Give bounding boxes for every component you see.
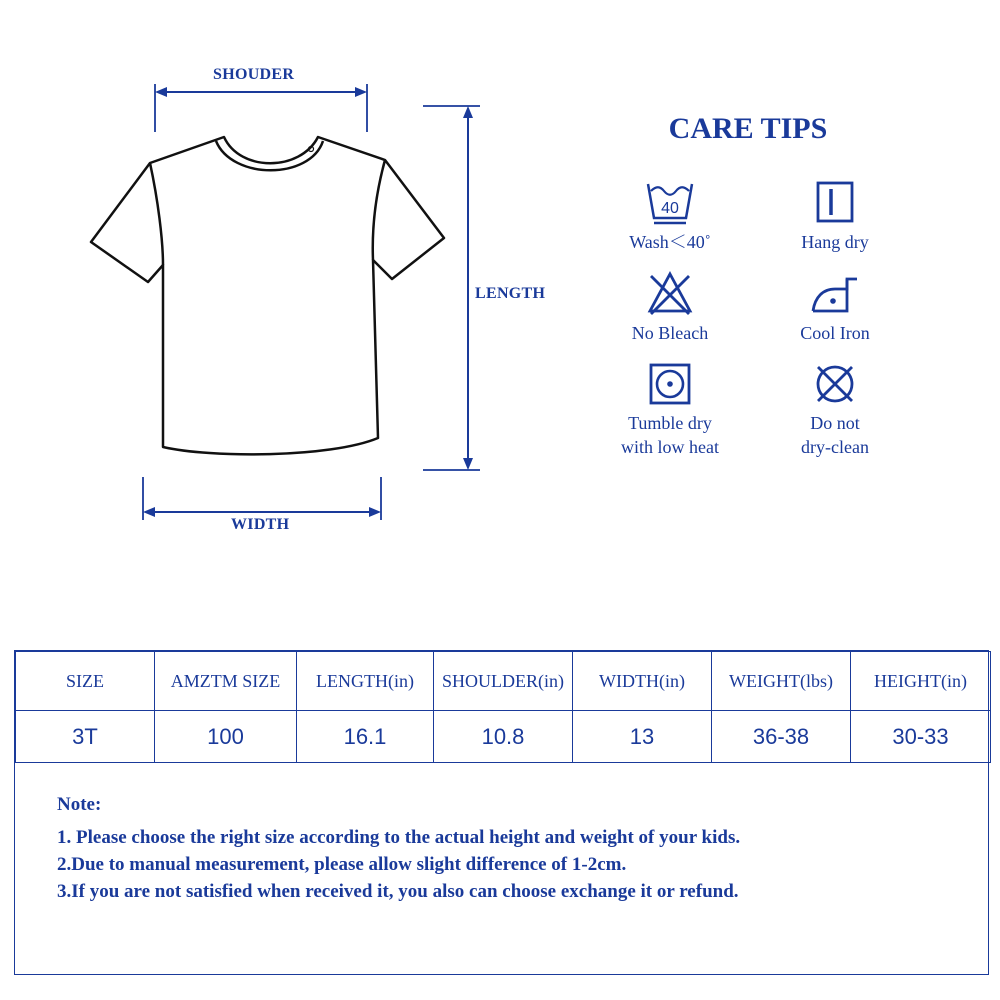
- table-row: [16, 711, 991, 763]
- cell-length: 16.1: [297, 711, 434, 763]
- cell-size: 3T: [16, 711, 155, 763]
- care-item-cool-iron: [750, 271, 920, 345]
- size-table-header-row: [16, 652, 991, 711]
- size-chart: [14, 650, 989, 975]
- tshirt-diagram: [0, 0, 560, 560]
- care-label-hang-dry: Hang dry: [801, 232, 869, 252]
- cell-shoulder: 10.8: [434, 711, 573, 763]
- size-table: [15, 651, 991, 763]
- cell-width: 13: [573, 711, 712, 763]
- shoulder-label: SHOUDER: [213, 66, 295, 83]
- note-line-1: 1. Please choose the right size according to the actual height and weight of your kids.: [57, 827, 741, 848]
- no-bleach-icon: [645, 271, 695, 317]
- cell-amztm-size: 100: [155, 711, 297, 763]
- header-width: WIDTH(in): [573, 652, 712, 711]
- header-size: SIZE: [16, 652, 155, 711]
- care-label-no-bleach: No Bleach: [631, 323, 709, 343]
- care-label-tumble-dry-line1: Tumble dry: [628, 413, 712, 433]
- cell-height: 30-33: [851, 711, 991, 763]
- hang-dry-icon: [813, 180, 857, 226]
- care-item-hang-dry: [750, 180, 920, 254]
- length-dimension: [423, 106, 480, 470]
- shoulder-dimension: [155, 84, 367, 132]
- header-length: LENGTH(in): [297, 652, 434, 711]
- care-label-no-dry-clean-line2: dry-clean: [801, 437, 869, 457]
- wash-40-icon: [645, 180, 695, 226]
- care-label-no-dry-clean-line1: Do not: [810, 413, 860, 433]
- header-weight: WEIGHT(lbs): [712, 652, 851, 711]
- care-item-wash: [585, 180, 755, 254]
- care-item-tumble-dry: [585, 362, 755, 459]
- cool-iron-icon: [809, 271, 861, 317]
- note-line-2: 2.Due to manual measurement, please allow slight difference of 1-2cm.: [57, 854, 627, 875]
- tumble-dry-icon: [647, 362, 693, 408]
- care-label-tumble-dry-line2: with low heat: [621, 437, 719, 457]
- tshirt-outline: [91, 137, 444, 454]
- notes-title: Note:: [57, 794, 102, 815]
- header-amztm-size: AMZTM SIZE: [155, 652, 297, 711]
- care-tips-title: CARE TIPS: [668, 112, 828, 145]
- care-label-no-dry-clean: [750, 411, 920, 459]
- care-item-no-dry-clean: [750, 362, 920, 459]
- width-label: WIDTH: [231, 516, 290, 533]
- length-label: LENGTH: [475, 285, 546, 302]
- care-label-cool-iron: Cool Iron: [800, 323, 870, 343]
- care-label-tumble-dry: [585, 411, 755, 459]
- header-height: HEIGHT(in): [851, 652, 991, 711]
- notes-section: [57, 791, 740, 905]
- note-line-3: 3.If you are not satisfied when received it, you also can choose exchange it or refund.: [57, 881, 739, 902]
- no-dry-clean-icon: [810, 362, 860, 408]
- width-dimension: [143, 477, 381, 520]
- svg-text:40: 40: [661, 200, 679, 217]
- header-shoulder: SHOULDER(in): [434, 652, 573, 711]
- care-item-no-bleach: [585, 271, 755, 345]
- cell-weight: 36-38: [712, 711, 851, 763]
- care-label-wash: Wash＜40˚: [629, 232, 711, 252]
